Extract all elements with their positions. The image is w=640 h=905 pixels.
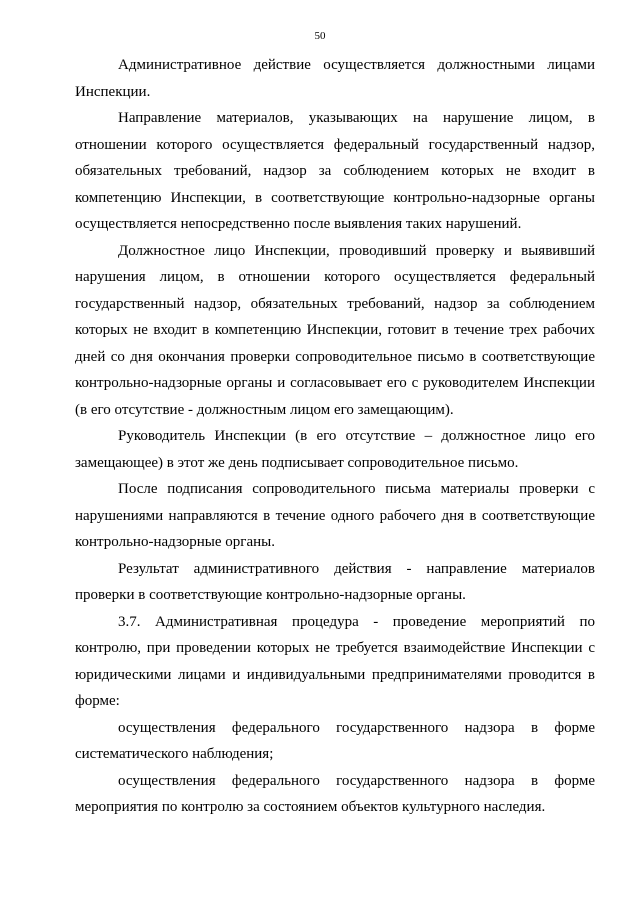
paragraph-form-heritage-control: осуществления федерального государственного надзора в форме мероприятия по контролю за состоянием объектов культурного наследия. [75, 772, 595, 815]
paragraph-admin-action: Административное действие осуществляется должностными лицами Инспекции. [75, 57, 595, 100]
paragraph-after-signing: После подписания сопроводительного письма материалы проверки с нарушениями направляются в течение одного рабочего дня в соответствующие контрольно-надзорные органы. [75, 481, 595, 550]
paragraph-materials-direction: Направление материалов, указывающих на нарушение лицом, в отношении которого осуществляется федеральный государственный надзор, обязательных требований, надзор за соблюдением которых не входит в компетенцию Инспекции, в соответствующие контрольно-надзорные органы осуществляется непосредственно после выявления таких нарушений. [75, 110, 595, 232]
document-body [75, 52, 595, 821]
paragraph-official-letter: Должностное лицо Инспекции, проводивший проверку и выявивший нарушения лицом, в отношении которого осуществляется федеральный государственный надзор, обязательных требований, надзор за соблюдением которых не входит в компетенцию Инспекции, готовит в течение трех рабочих дней со дня окончания проверки сопроводительное письмо в соответствующие контрольно-надзорные органы и согласовывает его с руководителем Инспекции (в его отсутствие - должностным лицом его замещающим). [75, 242, 595, 418]
paragraph-procedure-3-7: 3.7. Административная процедура - проведение мероприятий по контролю, при проведении которых не требуется взаимодействие Инспекции с юридическими лицами и индивидуальными предпринимателями проводится в форме: [75, 613, 595, 709]
page-number: 50 [314, 30, 326, 42]
paragraph-form-observation: осуществления федерального государственного надзора в форме систематического наблюдения; [75, 719, 595, 762]
paragraph-head-signs: Руководитель Инспекции (в его отсутствие – должностное лицо его замещающее) в этот же день подписывает сопроводительное письмо. [75, 428, 595, 471]
paragraph-result: Результат административного действия - направление материалов проверки в соответствующие контрольно-надзорные органы. [75, 560, 595, 603]
